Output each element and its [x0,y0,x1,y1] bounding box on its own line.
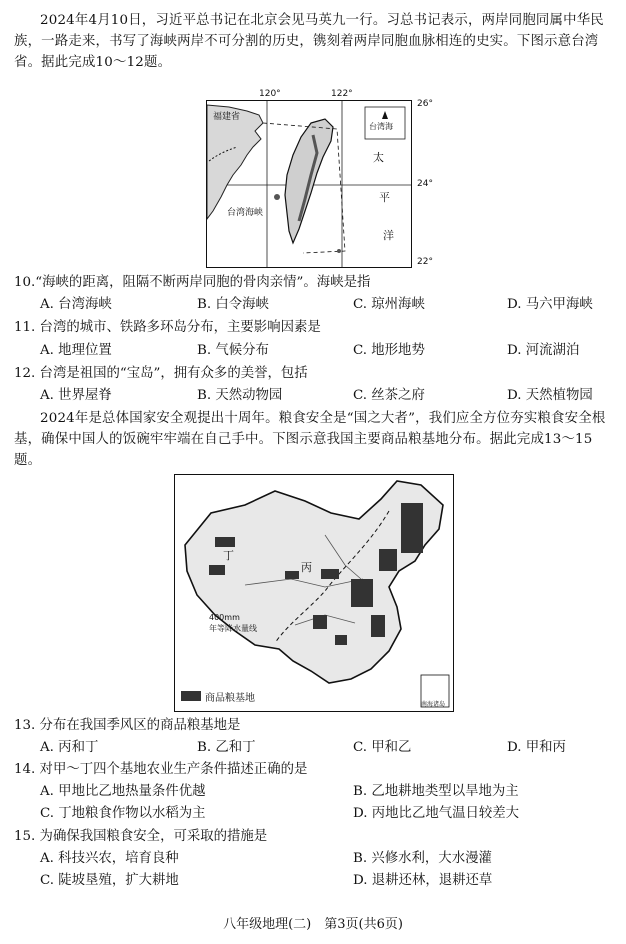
label-pacific-1: 太 [373,151,384,164]
q10-option-c[interactable]: C. 琼州海峡 [353,297,425,312]
q12-option-c[interactable]: C. 丝茶之府 [353,388,425,403]
q13-option-b[interactable]: B. 乙和丁 [197,740,256,755]
q15-option-c[interactable]: C. 陡坡垦殖，扩大耕地 [40,873,179,888]
lon-label-120: 120° [259,89,281,99]
q14-stem: 14. 对甲～丁四个基地农业生产条件描述正确的是 [14,762,308,777]
label-taiwan-strait: 台湾海峡 [227,208,264,218]
q10-option-d[interactable]: D. 马六甲海峡 [507,297,593,312]
q12-option-d[interactable]: D. 天然植物园 [507,388,593,403]
q13-stem: 13. 分布在我国季风区的商品粮基地是 [14,718,241,733]
intro-paragraph-1: 2024年4月10日，习近平总书记在北京会见马英九一行。习总书记表示，两岸同胞同属中华民族，一路走来，书写了海峡两岸不可分割的历史，镌刻着两岸同胞血脉相连的史实。下图示意台湾省。据此完成10～12题。 [14,13,604,70]
q10-stem: 10.“海峡的距离，阻隔不断两岸同胞的骨肉亲情”。海峡是指 [14,275,371,290]
label-pacific-2: 平 [379,191,390,204]
q11-option-b[interactable]: B. 气候分布 [197,343,269,358]
lat-label-22: 22° [417,257,433,267]
taiwan-map [206,89,433,268]
q15-stem: 15. 为确保我国粮食安全，可采取的措施是 [14,829,268,844]
label-bing: 丙 [301,561,312,574]
q12-option-b[interactable]: B. 天然动物园 [197,388,283,403]
q15-option-d[interactable]: D. 退耕还林，退耕还草 [353,873,493,888]
q10-option-b[interactable]: B. 白令海峡 [197,297,269,312]
q11-option-d[interactable]: D. 河流湖泊 [507,343,580,358]
lat-label-26: 26° [417,99,433,109]
label-isohyet: 400mm [209,613,240,622]
label-fujian: 福建省 [213,112,241,122]
q12-stem: 12. 台湾是祖国的“宝岛”，拥有众多的美誉，包括 [14,366,308,381]
label-ding: 丁 [223,549,234,562]
q14-option-a[interactable]: A. 甲地比乙地热量条件优越 [40,784,206,799]
china-grain-base-map [174,474,454,712]
label-legend: 台湾海 [369,122,393,131]
page-footer: 八年级地理(二) 第3页(共6页) [223,917,403,932]
q13-option-a[interactable]: A. 丙和丁 [40,740,99,755]
legend-grain-base: 商品粮基地 [205,693,255,704]
q15-option-b[interactable]: B. 兴修水利，大水漫灌 [353,851,492,866]
q14-option-d[interactable]: D. 丙地比乙地气温日较差大 [353,806,520,821]
q12-option-a[interactable]: A. 世界屋脊 [40,388,112,403]
q11-stem: 11. 台湾的城市、铁路多环岛分布，主要影响因素是 [14,320,321,335]
q11-option-a[interactable]: A. 地理位置 [40,343,112,358]
q13-option-d[interactable]: D. 甲和丙 [507,740,566,755]
label-isohyet-2: 年等降水量线 [209,624,257,633]
label-pacific-3: 洋 [383,229,394,242]
q14-option-b[interactable]: B. 乙地耕地类型以旱地为主 [353,784,519,799]
label-inset: 南海诸岛 [421,701,446,708]
q15-option-a[interactable]: A. 科技兴农，培育良种 [40,851,179,866]
q13-option-c[interactable]: C. 甲和乙 [353,740,412,755]
lat-label-24: 24° [417,179,433,189]
intro-paragraph-2: 2024年是总体国家安全观提出十周年。粮食安全是“国之大者”，我们应全方位夯实粮食安全根基，确保中国人的饭碗牢牢端在自己手中。下图示意我国主要商品粮基地分布。据此完成13～15题。 [14,411,606,468]
q10-option-a[interactable]: A. 台湾海峡 [40,297,112,312]
q14-option-c[interactable]: C. 丁地粮食作物以水稻为主 [40,806,206,821]
q11-option-c[interactable]: C. 地形地势 [353,343,425,358]
lon-label-122: 122° [331,89,353,99]
